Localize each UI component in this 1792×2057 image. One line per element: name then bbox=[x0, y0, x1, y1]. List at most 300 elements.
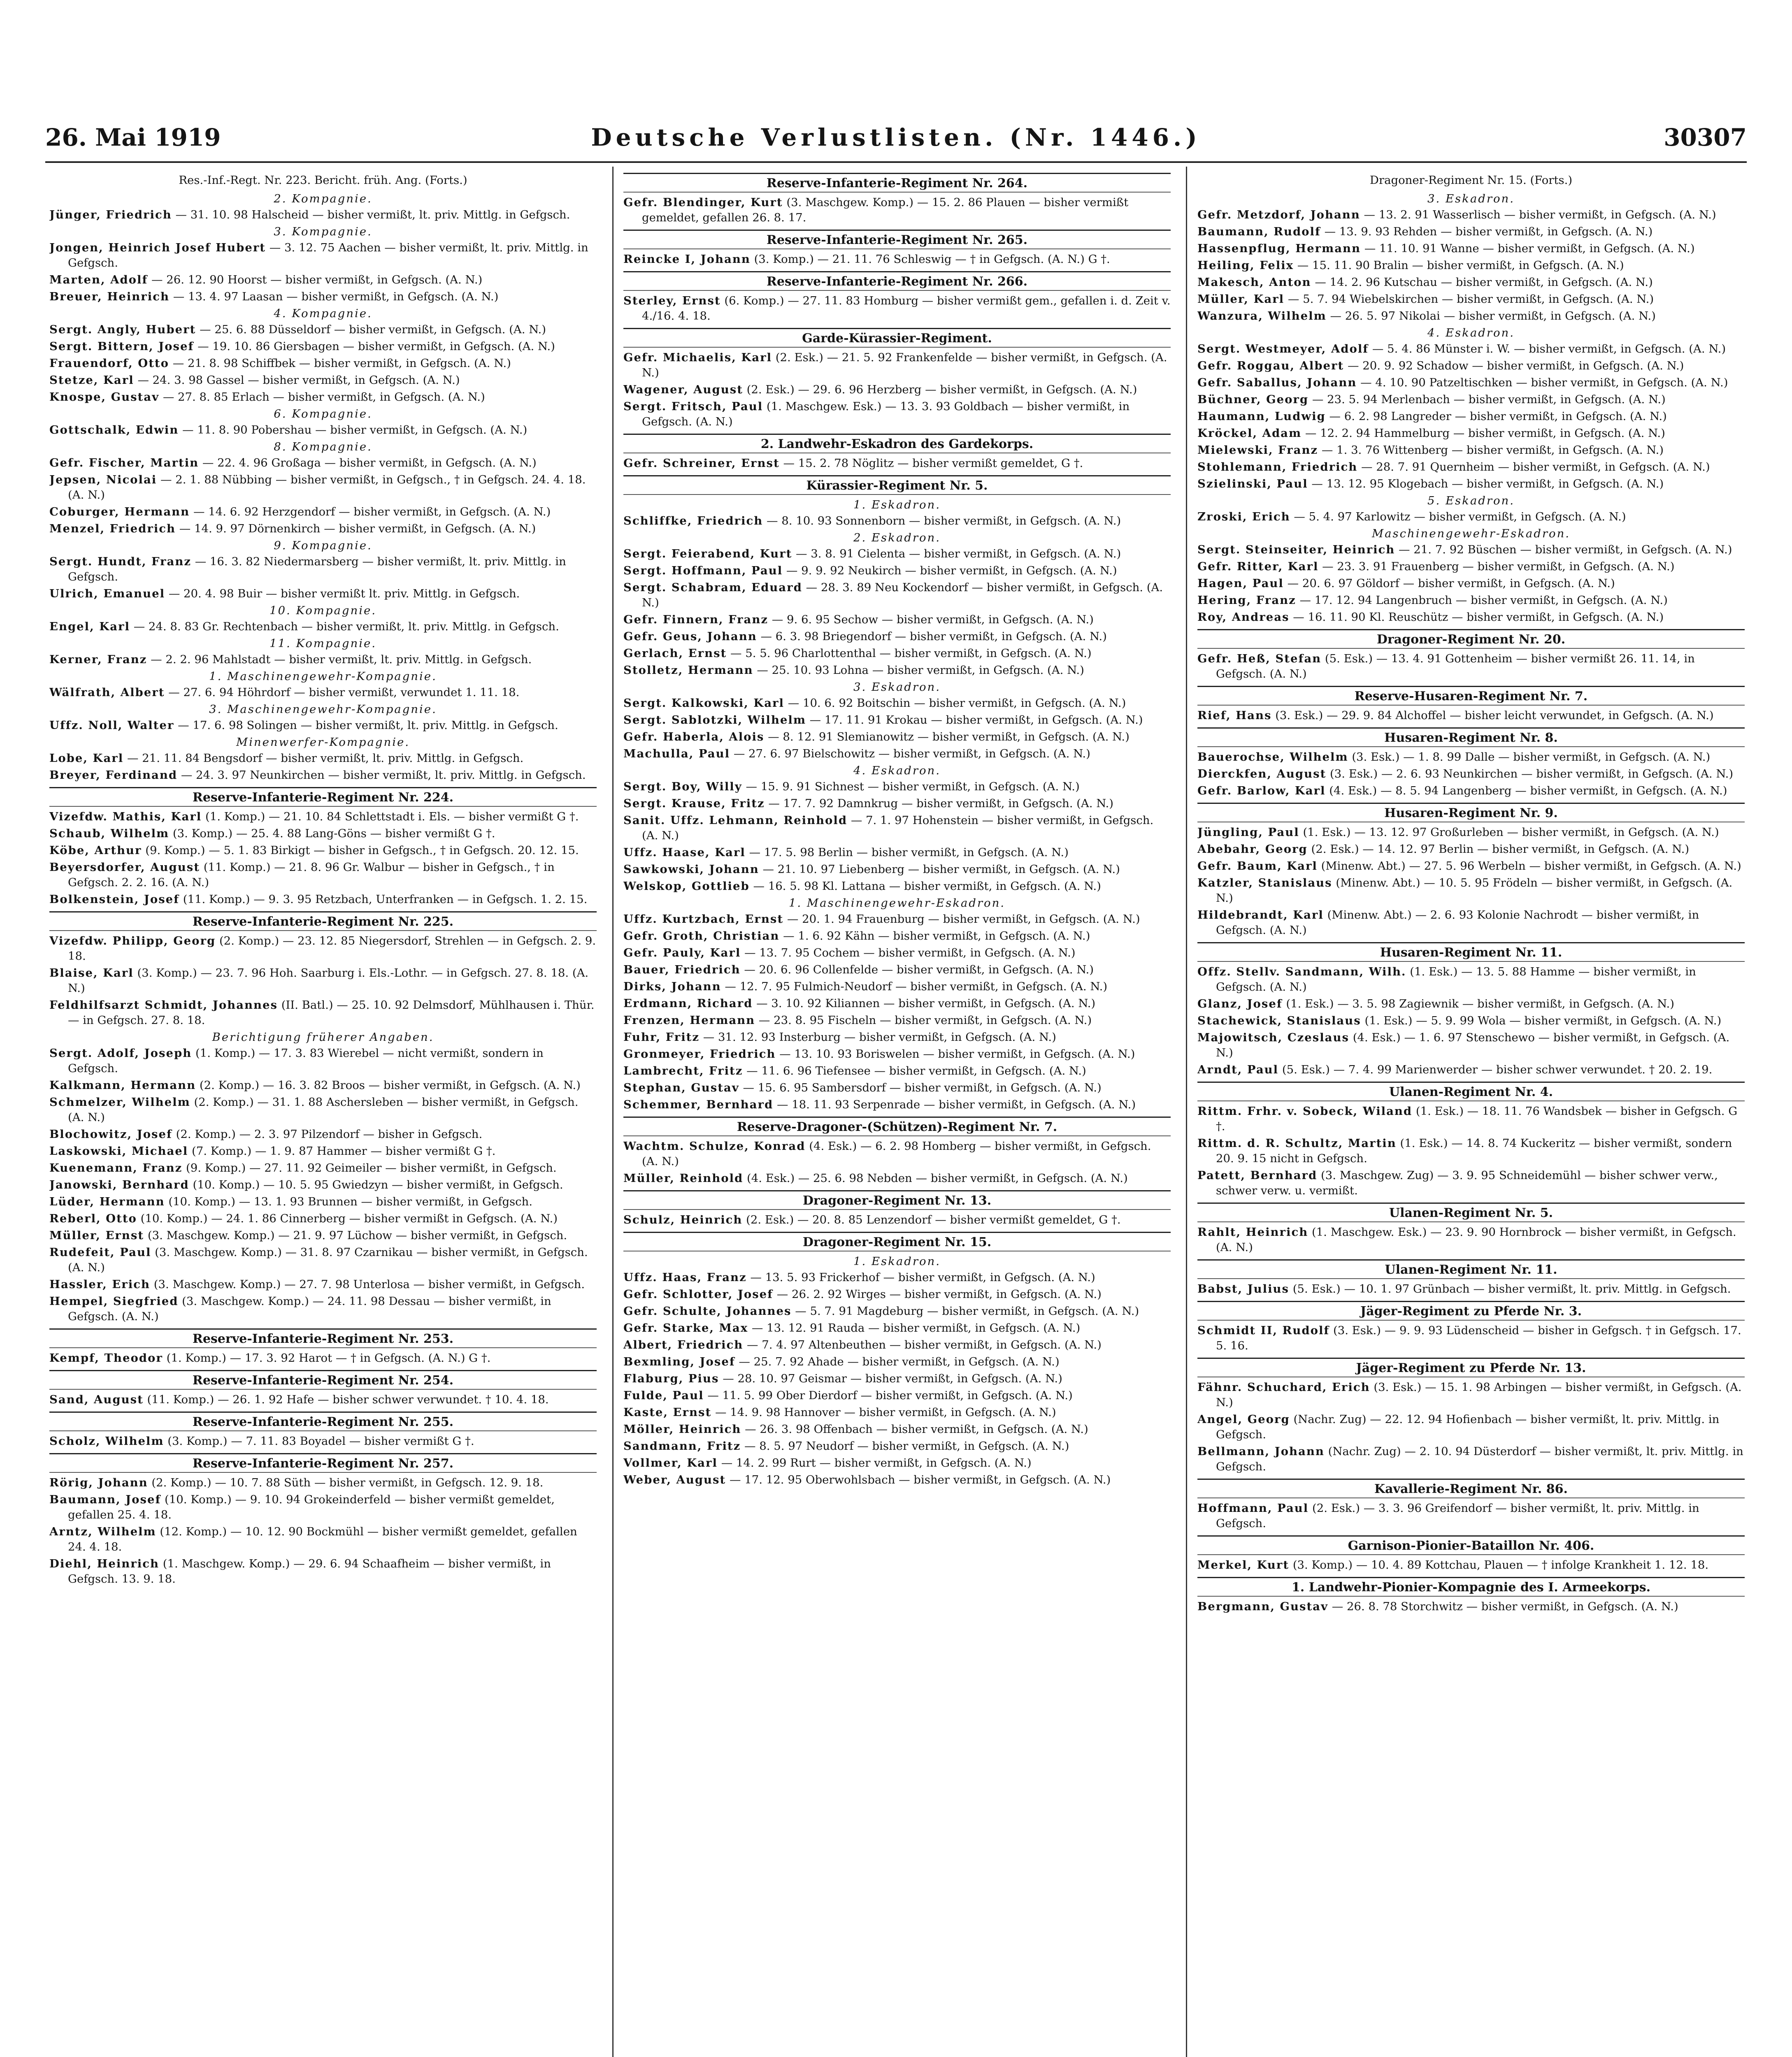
soldier-name: Sandmann, Fritz bbox=[623, 1439, 741, 1453]
soldier-name: Gefr. Fischer, Martin bbox=[49, 456, 199, 469]
casualty-details: — 26. 2. 92 Wirges — bisher vermißt, in Gefgsch. (A. N.) bbox=[776, 1288, 1102, 1301]
casualty-details: — 7. 4. 97 Altenbeuthen — bisher vermißt, in Gefgsch. (A. N.) bbox=[746, 1338, 1102, 1351]
casualty-entry bbox=[49, 1144, 597, 1159]
continuation-heading: Dragoner-Regiment Nr. 15. (Forts.) bbox=[1369, 174, 1573, 187]
soldier-name: Baumann, Josef bbox=[49, 1493, 161, 1506]
soldier-name: Gefr. Baum, Karl bbox=[1197, 859, 1318, 873]
casualty-entry bbox=[623, 399, 1171, 430]
soldier-name: Schemmer, Bernhard bbox=[623, 1098, 774, 1111]
soldier-name: Rörig, Johann bbox=[49, 1476, 148, 1489]
soldier-name: Sand, August bbox=[49, 1393, 144, 1406]
casualty-details: — 1. 3. 76 Wittenberg — bisher vermißt, in Gefgsch. (A. N.) bbox=[1321, 443, 1664, 457]
unit-subheading: 1. Maschinengewehr-Eskadron. bbox=[788, 896, 1006, 910]
casualty-details: (1. Komp.) — 17. 3. 92 Harot — † in Gefgsch. (A. N.) G †. bbox=[166, 1351, 491, 1365]
casualty-details: (2. Esk.) — 3. 3. 96 Greifendorf — bisher vermißt, lt. priv. Mittlg. in Gefgsch. bbox=[1216, 1502, 1699, 1530]
casualty-entry bbox=[49, 619, 597, 634]
regiment-heading: Jäger-Regiment zu Pferde Nr. 3. bbox=[1197, 1301, 1745, 1321]
casualty-details: — 21. 10. 97 Liebenberg — bisher vermißt, in Gefgsch. (A. N.) bbox=[762, 863, 1120, 876]
casualty-details: — 12. 2. 94 Hammelburg — bisher vermißt, in Gefgsch. (A. N.) bbox=[1305, 427, 1665, 440]
soldier-name: Hildebrandt, Karl bbox=[1197, 908, 1324, 922]
casualty-entry bbox=[623, 563, 1171, 578]
soldier-name: Gefr. Barlow, Karl bbox=[1197, 784, 1326, 797]
casualty-entry bbox=[49, 272, 597, 288]
casualty-entry bbox=[49, 356, 597, 371]
casualty-entry bbox=[623, 979, 1171, 994]
soldier-name: Bauer, Friedrich bbox=[623, 963, 741, 976]
soldier-name: Breuer, Heinrich bbox=[49, 290, 170, 303]
soldier-name: Fähnr. Schuchard, Erich bbox=[1197, 1381, 1370, 1394]
soldier-name: Feldhilfsarzt Schmidt, Johannes bbox=[49, 998, 278, 1012]
column bbox=[1197, 173, 1745, 2057]
soldier-name: Gefr. Roggau, Albert bbox=[1197, 359, 1344, 372]
casualty-entry bbox=[49, 892, 597, 907]
regiment-heading: 1. Landwehr-Pionier-Kompagnie des I. Armeekorps. bbox=[1197, 1577, 1745, 1597]
casualty-details: (1. Esk.) — 13. 12. 97 Großurleben — bisher vermißt, in Gefgsch. (A. N.) bbox=[1303, 826, 1719, 839]
casualty-entry bbox=[623, 879, 1171, 894]
soldier-name: Rudefeit, Paul bbox=[49, 1246, 151, 1259]
casualty-details: — 11. 10. 91 Wanne — bisher vermißt, in Gefgsch. (A. N.) bbox=[1364, 242, 1695, 255]
soldier-name: Gefr. Michaelis, Karl bbox=[623, 351, 772, 364]
regiment-heading: Dragoner-Regiment Nr. 15. bbox=[623, 1232, 1171, 1251]
casualty-entry bbox=[1197, 1444, 1745, 1474]
soldier-name: Arntz, Wilhelm bbox=[49, 1525, 156, 1538]
soldier-name: Sergt. Sablotzki, Wilhelm bbox=[623, 713, 806, 727]
soldier-name: Kaste, Ernst bbox=[623, 1406, 712, 1419]
casualty-entry bbox=[623, 1388, 1171, 1403]
casualty-entry bbox=[49, 652, 597, 667]
casualty-entry bbox=[49, 768, 597, 783]
casualty-entry bbox=[623, 1063, 1171, 1079]
casualty-entry bbox=[49, 1475, 597, 1491]
casualty-details: — 31. 10. 98 Halscheid — bisher vermißt, lt. priv. Mittlg. in Gefgsch. bbox=[175, 208, 570, 221]
casualty-details: — 15. 2. 78 Nöglitz — bisher vermißt gemeldet, G †. bbox=[783, 457, 1083, 470]
casualty-entry bbox=[623, 252, 1171, 267]
regiment-heading: Garnison-Pionier-Bataillon Nr. 406. bbox=[1197, 1535, 1745, 1555]
casualty-details: (Minenw. Abt.) — 2. 6. 93 Kolonie Nachrodt — bisher vermißt, in Gefgsch. (A. N.) bbox=[1216, 908, 1699, 937]
casualty-entry bbox=[623, 646, 1171, 661]
casualty-entry bbox=[623, 1371, 1171, 1386]
casualty-details: (3. Maschgew. Zug) — 3. 9. 95 Schneidemühl — bisher schwer verw., schwer verw. u. vermißt. bbox=[1216, 1169, 1718, 1197]
casualty-details: (11. Komp.) — 26. 1. 92 Hafe — bisher schwer verwundet. † 10. 4. 18. bbox=[147, 1393, 549, 1406]
soldier-name: Sergt. Hoffmann, Paul bbox=[623, 564, 783, 577]
casualty-entry bbox=[623, 195, 1171, 225]
soldier-name: Gefr. Heß, Stefan bbox=[1197, 652, 1322, 665]
casualty-entry bbox=[623, 845, 1171, 860]
casualty-entry bbox=[49, 966, 597, 996]
soldier-name: Bolkenstein, Josef bbox=[49, 893, 180, 906]
casualty-details: — 10. 6. 92 Boitschin — bisher vermißt, in Gefgsch. (A. N.) bbox=[788, 697, 1126, 710]
soldier-name: Welskop, Gottlieb bbox=[623, 880, 750, 893]
casualty-entry bbox=[623, 1270, 1171, 1285]
casualty-entry bbox=[1197, 509, 1745, 525]
casualty-details: — 21. 7. 92 Büschen — bisher vermißt, in Gefgsch. (A. N.) bbox=[1399, 543, 1732, 556]
casualty-details: (1. Esk.) — 5. 9. 99 Wola — bisher vermißt, in Gefgsch. (A. N.) bbox=[1364, 1014, 1722, 1027]
casualty-details: — 17. 6. 98 Solingen — bisher vermißt, lt. priv. Mittlg. in Gefgsch. bbox=[178, 719, 558, 732]
soldier-name: Stohlemann, Friedrich bbox=[1197, 460, 1358, 474]
soldier-name: Ulrich, Emanuel bbox=[49, 587, 165, 600]
casualty-details: — 26. 5. 97 Nikolai — bisher vermißt, in Gefgsch. (A. N.) bbox=[1330, 309, 1656, 323]
casualty-details: — 14. 9. 97 Dörnenkirch — bisher vermißt, in Gefgsch. (A. N.) bbox=[179, 522, 536, 535]
casualty-details: — 27. 6. 97 Bielschowitz — bisher vermißt, in Gefgsch. (A. N.) bbox=[733, 747, 1090, 760]
unit-subheading: 1. Eskadron. bbox=[853, 1255, 941, 1268]
casualty-entry bbox=[1197, 964, 1745, 995]
regiment-heading: Reserve-Infanterie-Regiment Nr. 253. bbox=[49, 1328, 597, 1348]
casualty-entry bbox=[1197, 750, 1745, 765]
soldier-name: Mielewski, Franz bbox=[1197, 443, 1318, 457]
casualty-details: — 17. 5. 98 Berlin — bisher vermißt, in Gefgsch. (A. N.) bbox=[749, 846, 1069, 859]
casualty-details: (9. Komp.) — 5. 1. 83 Birkigt — bisher in Gefgsch., † in Gefgsch. 20. 12. 15. bbox=[145, 844, 579, 857]
casualty-entry bbox=[49, 423, 597, 438]
soldier-name: Marten, Adolf bbox=[49, 273, 148, 286]
regiment-heading: Ulanen-Regiment Nr. 11. bbox=[1197, 1259, 1745, 1279]
soldier-name: Sergt. Angly, Hubert bbox=[49, 323, 196, 336]
casualty-details: — 3. 10. 92 Kiliannen — bisher vermißt, in Gefgsch. (A. N.) bbox=[756, 997, 1096, 1010]
unit-subheading: 5. Eskadron. bbox=[1427, 494, 1515, 507]
casualty-details: — 5. 4. 86 Münster i. W. — bisher vermißt, in Gefgsch. (A. N.) bbox=[1372, 342, 1726, 355]
soldier-name: Fuhr, Fritz bbox=[623, 1031, 700, 1044]
casualty-entry bbox=[1197, 258, 1745, 273]
casualty-entry bbox=[623, 929, 1171, 944]
casualty-details: (1. Maschgew. Komp.) — 29. 6. 94 Schaafheim — bisher vermißt, in Gefgsch. 13. 9. 18. bbox=[68, 1557, 551, 1586]
casualty-entry bbox=[49, 322, 597, 337]
casualty-details: (3. Komp.) — 7. 11. 83 Boyadel — bisher vermißt G †. bbox=[167, 1435, 474, 1448]
casualty-details: — 13. 12. 95 Klogebach — bisher vermißt, in Gefgsch. (A. N.) bbox=[1311, 477, 1664, 490]
casualty-details: — 15. 11. 90 Bralin — bisher vermißt, in Gefgsch. (A. N.) bbox=[1297, 259, 1624, 272]
casualty-entry bbox=[49, 521, 597, 536]
unit-subheading: 1. Eskadron. bbox=[853, 498, 941, 511]
soldier-name: Baumann, Rudolf bbox=[1197, 225, 1321, 238]
casualty-details: — 20. 4. 98 Buir — bisher vermißt lt. priv. Mittlg. in Gefgsch. bbox=[168, 587, 520, 600]
casualty-entry bbox=[623, 1013, 1171, 1028]
casualty-entry bbox=[49, 1095, 597, 1125]
casualty-entry bbox=[1197, 409, 1745, 424]
soldier-name: Patett, Bernhard bbox=[1197, 1169, 1318, 1182]
soldier-name: Schliffke, Friedrich bbox=[623, 514, 763, 527]
soldier-name: Gefr. Pauly, Karl bbox=[623, 946, 741, 959]
soldier-name: Gronmeyer, Friedrich bbox=[623, 1047, 776, 1061]
casualty-entry bbox=[49, 1351, 597, 1366]
casualty-entry bbox=[623, 1472, 1171, 1488]
casualty-entry bbox=[49, 1492, 597, 1523]
publication-title bbox=[45, 123, 1747, 151]
unit-subheading: 3. Eskadron. bbox=[853, 680, 941, 694]
soldier-name: Stachewick, Stanislaus bbox=[1197, 1014, 1361, 1027]
casualty-details: — 5. 4. 97 Karlowitz — bisher vermißt, in Gefgsch. (A. N.) bbox=[1294, 510, 1626, 523]
casualty-details: (1. Maschgew. Esk.) — 13. 3. 93 Goldbach — bisher vermißt, in Gefgsch. (A. N.) bbox=[642, 400, 1130, 428]
casualty-details: (5. Esk.) — 7. 4. 99 Marienwerder — bisher schwer verwundet. † 20. 2. 19. bbox=[1282, 1063, 1713, 1076]
soldier-name: Abebahr, Georg bbox=[1197, 843, 1308, 856]
casualty-details: (2. Komp.) — 23. 12. 85 Niegersdorf, Strehlen — in Gefgsch. 2. 9. 18. bbox=[68, 934, 596, 963]
casualty-details: — 3. 12. 75 Aachen — bisher vermißt, lt. priv. Mittlg. in Gefgsch. bbox=[68, 241, 588, 269]
casualty-entry bbox=[1197, 292, 1745, 307]
casualty-entry bbox=[49, 455, 597, 471]
casualty-details: — 13. 7. 95 Cochem — bisher vermißt, in Gefgsch. (A. N.) bbox=[744, 946, 1076, 959]
soldier-name: Kuenemann, Franz bbox=[49, 1161, 183, 1175]
soldier-name: Menzel, Friedrich bbox=[49, 522, 176, 535]
casualty-entry bbox=[1197, 1282, 1745, 1297]
casualty-details: — 6. 3. 98 Briegendorf — bisher vermißt, in Gefgsch. (A. N.) bbox=[760, 630, 1107, 643]
soldier-name: Sergt. Bittern, Josef bbox=[49, 340, 194, 353]
casualty-entry bbox=[623, 1354, 1171, 1370]
casualty-details: (1. Esk.) — 14. 8. 74 Kuckeritz — bisher vermißt, sondern 20. 9. 15 nicht in Gefgsch. bbox=[1216, 1137, 1732, 1165]
casualty-entry bbox=[1197, 1030, 1745, 1061]
soldier-name: Stetze, Karl bbox=[49, 374, 134, 387]
casualty-entry bbox=[49, 809, 597, 824]
casualty-details: — 20. 6. 96 Collenfelde — bisher vermißt, in Gefgsch. (A. N.) bbox=[744, 963, 1094, 976]
casualty-entry bbox=[623, 862, 1171, 877]
casualty-entry bbox=[49, 207, 597, 223]
soldier-name: Rittm. Frhr. v. Sobeck, Wiland bbox=[1197, 1105, 1413, 1118]
casualty-entry bbox=[1197, 1136, 1745, 1166]
casualty-details: (1. Komp.) — 21. 10. 84 Schlettstadt i. Els. — bisher vermißt G †. bbox=[205, 810, 579, 823]
casualty-details: (3. Esk.) — 2. 6. 93 Neunkirchen — bisher vermißt, in Gefgsch. (A. N.) bbox=[1330, 767, 1734, 780]
casualty-details: — 12. 7. 95 Fulmich-Neudorf — bisher vermißt, in Gefgsch. (A. N.) bbox=[725, 980, 1108, 993]
soldier-name: Rief, Hans bbox=[1197, 709, 1272, 722]
casualty-details: — 13. 2. 91 Wasserlisch — bisher vermißt, in Gefgsch. (A. N.) bbox=[1364, 208, 1716, 221]
casualty-entry bbox=[1197, 341, 1745, 357]
casualty-details: — 13. 9. 93 Rehden — bisher vermißt, in Gefgsch. (A. N.) bbox=[1324, 225, 1653, 238]
unit-subheading: 9. Kompagnie. bbox=[274, 539, 372, 552]
soldier-name: Wachtm. Schulze, Konrad bbox=[623, 1140, 806, 1153]
soldier-name: Uffz. Haas, Franz bbox=[623, 1271, 747, 1284]
soldier-name: Uffz. Noll, Walter bbox=[49, 719, 174, 732]
casualty-entry bbox=[623, 796, 1171, 811]
casualty-details: — 26. 3. 98 Offenbach — bisher vermißt, in Gefgsch. (A. N.) bbox=[745, 1423, 1088, 1436]
soldier-name: Hering, Franz bbox=[1197, 594, 1296, 607]
casualty-details: (2. Komp.) — 31. 1. 88 Aschersleben — bisher vermißt, in Gefgsch. (A. N.) bbox=[68, 1096, 579, 1124]
unit-subheading: 3. Maschinengewehr-Kompagnie. bbox=[209, 703, 437, 716]
casualty-details: (10. Komp.) — 9. 10. 94 Grokeinderfeld — bisher vermißt gemeldet, gefallen 25. 4. 18. bbox=[68, 1493, 555, 1521]
casualty-entry bbox=[49, 1245, 597, 1275]
casualty-entry bbox=[1197, 875, 1745, 906]
casualty-entry bbox=[49, 998, 597, 1028]
casualty-entry bbox=[1197, 375, 1745, 390]
casualty-entry bbox=[1197, 1380, 1745, 1410]
soldier-name: Stephan, Gustav bbox=[623, 1081, 739, 1094]
casualty-entry bbox=[623, 1337, 1171, 1353]
regiment-heading: Reserve-Infanterie-Regiment Nr. 257. bbox=[49, 1453, 597, 1473]
casualty-entry bbox=[623, 612, 1171, 627]
casualty-entry bbox=[49, 373, 597, 388]
soldier-name: Erdmann, Richard bbox=[623, 997, 753, 1010]
casualty-details: — 28. 7. 91 Quernheim — bisher vermißt, in Gefgsch. (A. N.) bbox=[1361, 460, 1710, 474]
soldier-name: Stolletz, Hermann bbox=[623, 664, 753, 677]
soldier-name: Schmidt II, Rudolf bbox=[1197, 1324, 1330, 1337]
casualty-entry bbox=[623, 663, 1171, 678]
casualty-entry bbox=[49, 1556, 597, 1587]
soldier-name: Vizefdw. Philipp, Georg bbox=[49, 934, 216, 947]
casualty-details: (3. Maschgew. Komp.) — 24. 11. 98 Dessau — bisher vermißt, in Gefgsch. (A. N.) bbox=[68, 1295, 551, 1323]
soldier-name: Wälfrath, Albert bbox=[49, 686, 165, 699]
column bbox=[623, 173, 1171, 2057]
soldier-name: Dirks, Johann bbox=[623, 980, 721, 993]
unit-subheading: 10. Kompagnie. bbox=[269, 604, 377, 617]
casualty-entry bbox=[623, 713, 1171, 728]
soldier-name: Gefr. Saballus, Johann bbox=[1197, 376, 1357, 389]
soldier-name: Kalkmann, Hermann bbox=[49, 1079, 196, 1092]
unit-subheading: 2. Eskadron. bbox=[853, 531, 941, 544]
unit-subheading: 4. Eskadron. bbox=[853, 764, 941, 777]
regiment-heading: 2. Landwehr-Eskadron des Gardekorps. bbox=[623, 434, 1171, 453]
soldier-name: Kerner, Franz bbox=[49, 653, 147, 666]
casualty-entry bbox=[623, 746, 1171, 762]
soldier-name: Heiling, Felix bbox=[1197, 259, 1294, 272]
soldier-name: Sergt. Feierabend, Kurt bbox=[623, 547, 793, 560]
casualty-details: — 2. 2. 96 Mahlstadt — bisher vermißt, lt. priv. Mittlg. in Gefgsch. bbox=[151, 653, 532, 666]
casualty-entry bbox=[49, 933, 597, 964]
casualty-details: — 20. 1. 94 Frauenburg — bisher vermißt, in Gefgsch. (A. N.) bbox=[787, 912, 1140, 926]
casualty-details: — 16. 3. 82 Niedermarsberg — bisher vermißt, lt. priv. Mittlg. in Gefgsch. bbox=[68, 555, 566, 583]
casualty-details: (1. Maschgew. Esk.) — 23. 9. 90 Hornbrock — bisher vermißt, in Gefgsch. (A. N.) bbox=[1216, 1226, 1736, 1254]
casualty-entry bbox=[1197, 1168, 1745, 1198]
casualty-entry bbox=[1197, 1225, 1745, 1255]
soldier-name: Gefr. Ritter, Karl bbox=[1197, 560, 1319, 573]
soldier-name: Dierckfen, August bbox=[1197, 767, 1327, 780]
soldier-name: Sergt. Westmeyer, Adolf bbox=[1197, 342, 1369, 355]
soldier-name: Reincke I, Johann bbox=[623, 253, 751, 266]
casualty-entry bbox=[1197, 1501, 1745, 1531]
casualty-entry bbox=[49, 1194, 597, 1210]
casualty-details: — 13. 4. 97 Laasan — bisher vermißt, in Gefgsch. (A. N.) bbox=[173, 290, 499, 303]
casualty-details: — 25. 10. 93 Lohna — bisher vermißt, in Gefgsch. (A. N.) bbox=[757, 664, 1084, 677]
casualty-entry bbox=[49, 1392, 597, 1407]
casualty-details: — 15. 6. 95 Sambersdorf — bisher vermißt, in Gefgsch. (A. N.) bbox=[743, 1081, 1102, 1094]
soldier-name: Lambrecht, Fritz bbox=[623, 1064, 743, 1077]
casualty-entry bbox=[1197, 542, 1745, 557]
casualty-entry bbox=[49, 1127, 597, 1142]
soldier-name: Angel, Georg bbox=[1197, 1413, 1290, 1426]
soldier-name: Diehl, Heinrich bbox=[49, 1557, 159, 1570]
casualty-details: — 27. 6. 94 Höhrdorf — bisher vermißt, verwundet 1. 11. 18. bbox=[168, 686, 520, 699]
casualty-entry bbox=[623, 1456, 1171, 1471]
casualty-entry bbox=[1197, 708, 1745, 723]
casualty-details: — 24. 3. 97 Neunkirchen — bisher vermißt, lt. priv. Mittlg. in Gefgsch. bbox=[181, 768, 586, 782]
unit-subheading: 2. Kompagnie. bbox=[274, 192, 372, 205]
casualty-entry bbox=[1197, 783, 1745, 799]
soldier-name: Haumann, Ludwig bbox=[1197, 410, 1326, 423]
regiment-heading: Reserve-Infanterie-Regiment Nr. 266. bbox=[623, 271, 1171, 291]
casualty-details: — 9. 6. 95 Sechow — bisher vermißt, in Gefgsch. (A. N.) bbox=[772, 613, 1094, 626]
regiment-heading: Kürassier-Regiment Nr. 5. bbox=[623, 475, 1171, 495]
casualty-entry bbox=[623, 696, 1171, 711]
regiment-heading: Ulanen-Regiment Nr. 5. bbox=[1197, 1203, 1745, 1222]
casualty-entry bbox=[1197, 908, 1745, 938]
casualty-details: — 13. 12. 91 Rauda — bisher vermißt, in Gefgsch. (A. N.) bbox=[751, 1321, 1081, 1335]
regiment-heading: Jäger-Regiment zu Pferde Nr. 13. bbox=[1197, 1358, 1745, 1377]
casualty-entry bbox=[623, 1405, 1171, 1420]
casualty-entry bbox=[49, 1434, 597, 1449]
soldier-name: Jünger, Friedrich bbox=[49, 208, 172, 221]
casualty-entry bbox=[1197, 1104, 1745, 1134]
casualty-entry bbox=[49, 240, 597, 271]
casualty-details: — 21. 8. 98 Schiffbek — bisher vermißt, in Gefgsch. (A. N.) bbox=[172, 357, 511, 370]
soldier-name: Vizefdw. Mathis, Karl bbox=[49, 810, 202, 823]
soldier-name: Weber, August bbox=[623, 1473, 726, 1486]
unit-subheading: 3. Kompagnie. bbox=[274, 225, 372, 238]
casualty-details: — 26. 12. 90 Hoorst — bisher vermißt, in Gefgsch. (A. N.) bbox=[151, 273, 483, 286]
casualty-details: — 28. 3. 89 Neu Kockendorf — bisher vermißt, in Gefgsch. (A. N.) bbox=[642, 581, 1163, 609]
soldier-name: Babst, Julius bbox=[1197, 1282, 1289, 1295]
casualty-entry bbox=[1197, 224, 1745, 239]
soldier-name: Wagener, August bbox=[623, 383, 743, 396]
casualty-entry bbox=[623, 945, 1171, 961]
soldier-name: Gefr. Schulte, Johannes bbox=[623, 1305, 792, 1318]
casualty-details: (4. Esk.) — 8. 5. 94 Langenberg — bisher vermißt, in Gefgsch. (A. N.) bbox=[1329, 784, 1727, 797]
casualty-entry bbox=[1197, 241, 1745, 256]
soldier-name: Uffz. Kurtzbach, Ernst bbox=[623, 912, 784, 926]
casualty-entry bbox=[49, 751, 597, 766]
casualty-details: — 14. 9. 98 Hannover — bisher vermißt, in Gefgsch. (A. N.) bbox=[715, 1406, 1056, 1419]
soldier-name: Schulz, Heinrich bbox=[623, 1213, 743, 1226]
soldier-name: Hoffmann, Paul bbox=[1197, 1502, 1309, 1515]
soldier-name: Schaub, Wilhelm bbox=[49, 827, 170, 840]
regiment-heading: Husaren-Regiment Nr. 11. bbox=[1197, 942, 1745, 962]
regiment-heading: Dragoner-Regiment Nr. 13. bbox=[623, 1190, 1171, 1210]
casualty-details: (4. Esk.) — 25. 6. 98 Nebden — bisher vermißt, in Gefgsch. (A. N.) bbox=[747, 1172, 1128, 1185]
regiment-heading: Dragoner-Regiment Nr. 20. bbox=[1197, 629, 1745, 649]
casualty-details: (11. Komp.) — 21. 8. 96 Gr. Walbur — bisher in Gefgsch., † in Gefgsch. 2. 2. 16. (A. N.) bbox=[68, 861, 555, 889]
casualty-details: — 24. 8. 83 Gr. Rechtenbach — bisher vermißt, lt. priv. Mittlg. in Gefgsch. bbox=[133, 620, 559, 633]
soldier-name: Lobe, Karl bbox=[49, 752, 124, 765]
regiment-heading: Reserve-Infanterie-Regiment Nr. 254. bbox=[49, 1370, 597, 1390]
header-rule bbox=[45, 161, 1747, 163]
casualty-entry bbox=[623, 1097, 1171, 1112]
issue-number: (Nr. 1446.) bbox=[1009, 123, 1201, 151]
casualty-details: (II. Batl.) — 25. 10. 92 Delmsdorf, Mühlhausen i. Thür. — in Gefgsch. 27. 8. 18. bbox=[68, 998, 595, 1027]
soldier-name: Gefr. Haberla, Alois bbox=[623, 730, 765, 743]
casualty-entry bbox=[49, 685, 597, 700]
column-divider bbox=[1186, 167, 1187, 2057]
page-number: 30307 bbox=[1664, 123, 1747, 151]
soldier-name: Sawkowski, Johann bbox=[623, 863, 759, 876]
casualty-entry bbox=[623, 1212, 1171, 1228]
continuation-heading: Res.-Inf.-Regt. Nr. 223. Bericht. früh. Ang. (Forts.) bbox=[179, 174, 467, 187]
casualty-details: (Minenw. Abt.) — 10. 5. 95 Frödeln — bisher vermißt, in Gefgsch. (A. N.) bbox=[1216, 876, 1733, 905]
casualty-entry bbox=[1197, 766, 1745, 782]
unit-subheading: 11. Kompagnie. bbox=[269, 637, 377, 650]
casualty-entry bbox=[49, 1046, 597, 1076]
soldier-name: Machulla, Paul bbox=[623, 747, 730, 760]
casualty-entry bbox=[623, 962, 1171, 977]
casualty-details: (3. Maschgew. Komp.) — 31. 8. 97 Czarnikau — bisher vermißt, in Gefgsch. (A. N.) bbox=[68, 1246, 588, 1274]
soldier-name: Janowski, Bernhard bbox=[49, 1178, 189, 1191]
casualty-entry bbox=[1197, 859, 1745, 874]
casualty-entry bbox=[623, 293, 1171, 324]
casualty-entry bbox=[49, 718, 597, 733]
casualty-entry bbox=[49, 1161, 597, 1176]
soldier-name: Gerlach, Ernst bbox=[623, 647, 727, 660]
casualty-details: — 6. 2. 98 Langreder — bisher vermißt, in Gefgsch. (A. N.) bbox=[1329, 410, 1667, 423]
casualty-entry bbox=[623, 350, 1171, 381]
casualty-entry bbox=[623, 1287, 1171, 1302]
casualty-details: (2. Komp.) — 10. 7. 88 Süth — bisher vermißt, in Gefgsch. 12. 9. 18. bbox=[151, 1476, 544, 1489]
casualty-details: (10. Komp.) — 24. 1. 86 Cinnerberg — bisher vermißt in Gefgsch. (A. N.) bbox=[140, 1212, 558, 1225]
casualty-entry bbox=[1197, 1558, 1745, 1573]
soldier-name: Gefr. Blendinger, Kurt bbox=[623, 196, 783, 209]
casualty-details: — 23. 3. 91 Frauenberg — bisher vermißt, in Gefgsch. (A. N.) bbox=[1322, 560, 1675, 573]
casualty-details: (9. Komp.) — 27. 11. 92 Geimeiler — bisher vermißt, in Gefgsch. bbox=[186, 1161, 557, 1175]
casualty-details: (3. Komp.) — 23. 7. 96 Hoh. Saarburg i. Els.-Lothr. — in Gefgsch. 27. 8. 18. (A. N.) bbox=[68, 966, 589, 995]
casualty-entry bbox=[1197, 610, 1745, 625]
casualty-details: — 11. 5. 99 Ober Dierdorf — bisher vermißt, in Gefgsch. (A. N.) bbox=[707, 1389, 1073, 1402]
casualty-details: — 16. 11. 90 Kl. Reuschütz — bisher vermißt, in Gefgsch. (A. N.) bbox=[1293, 611, 1664, 624]
regiment-heading: Reserve-Husaren-Regiment Nr. 7. bbox=[1197, 686, 1745, 706]
casualty-entry bbox=[49, 1294, 597, 1324]
casualty-details: — 14. 6. 92 Herzgendorf — bisher vermißt, in Gefgsch. (A. N.) bbox=[193, 505, 551, 518]
soldier-name: Jüngling, Paul bbox=[1197, 826, 1299, 839]
soldier-name: Wanzura, Wilhelm bbox=[1197, 309, 1327, 323]
unit-subheading: 1. Maschinengewehr-Kompagnie. bbox=[209, 670, 437, 683]
